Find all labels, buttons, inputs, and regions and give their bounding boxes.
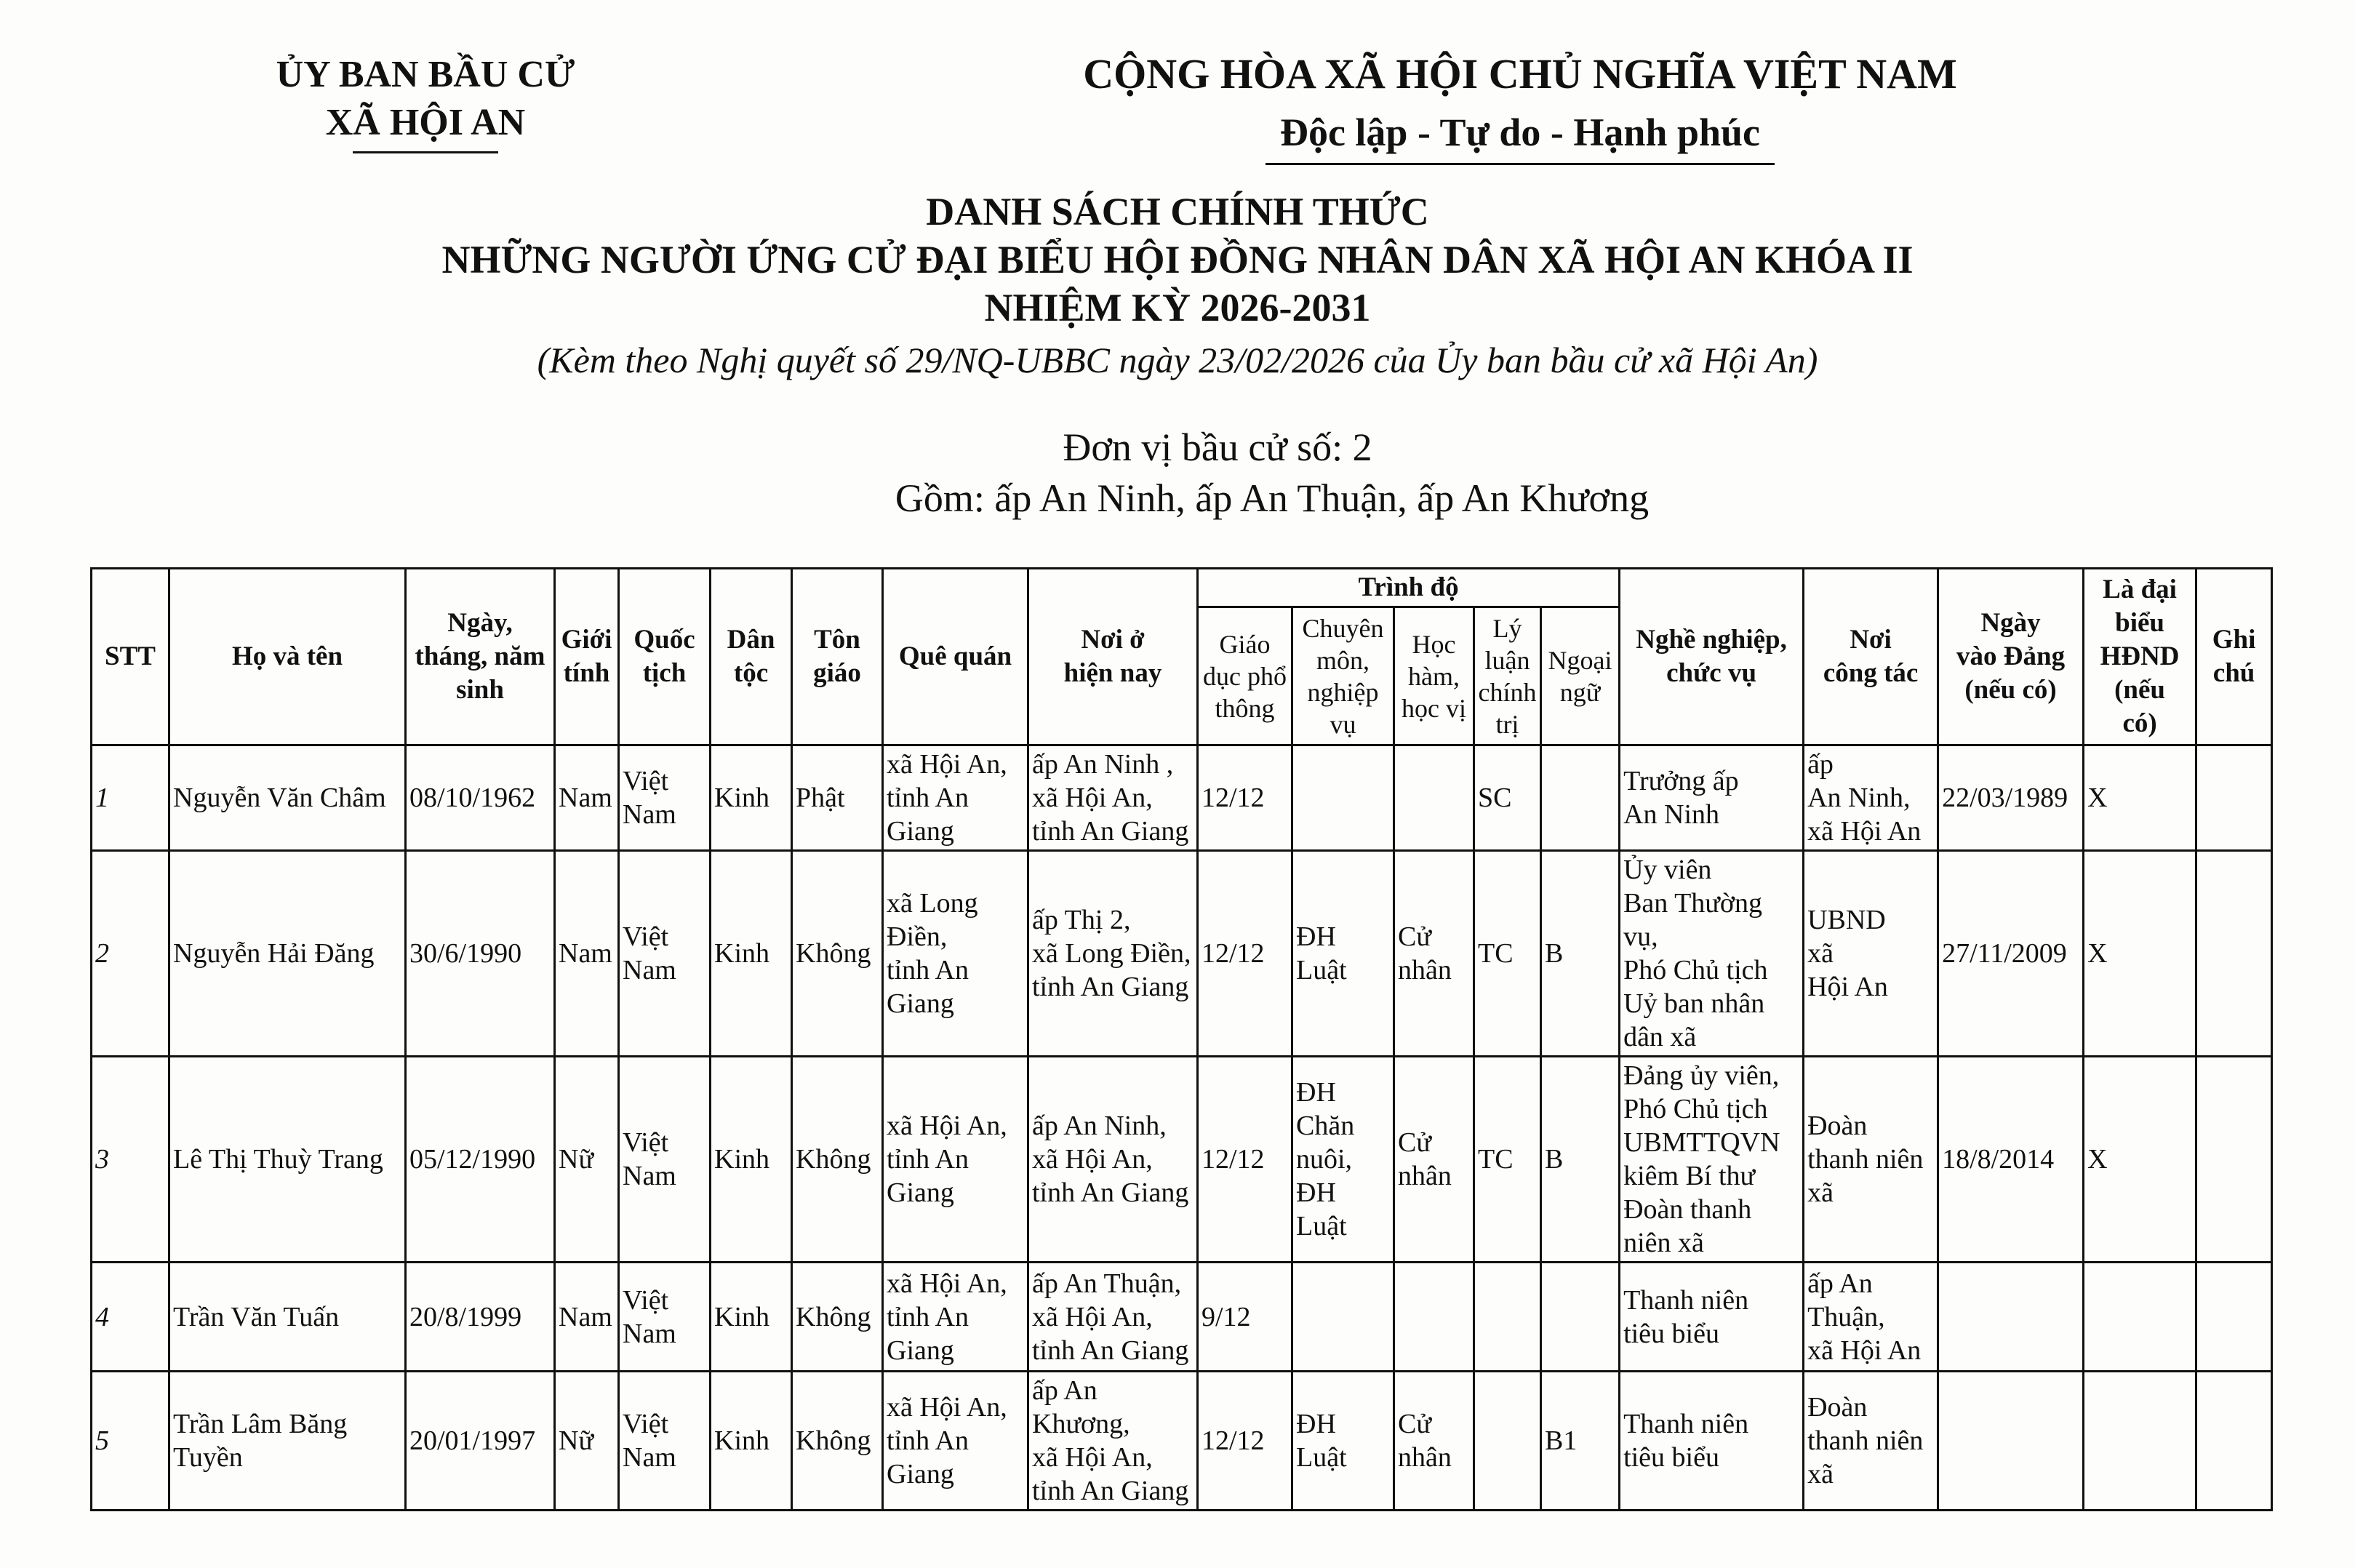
cell-residence: ấp An Khương, xã Hội An, tỉnh An Giang	[1028, 1372, 1198, 1511]
cell-stt: 5	[92, 1372, 169, 1511]
cell-ethnicity: Kinh	[711, 851, 792, 1057]
cell-general-education: 9/12	[1198, 1263, 1292, 1372]
cell-nationality: Việt Nam	[619, 1263, 711, 1372]
cell-dob: 30/6/1990	[406, 851, 555, 1057]
cell-party-date: 27/11/2009	[1938, 851, 2084, 1057]
cell-specialty: ĐH Chăn nuôi, ĐH Luật	[1292, 1057, 1394, 1263]
header-education-group: Trình độ	[1198, 569, 1620, 607]
cell-specialty	[1292, 745, 1394, 851]
table-row	[92, 745, 2272, 851]
header-stt: STT	[92, 569, 169, 745]
cell-workplace: Đoàn thanh niên xã	[1804, 1372, 1938, 1511]
cell-general-education: 12/12	[1198, 1372, 1292, 1511]
table-row	[92, 1263, 2272, 1372]
header-dob: Ngày, tháng, năm sinh	[406, 569, 555, 745]
cell-dob: 20/01/1997	[406, 1372, 555, 1511]
header-political-theory: Lý luận chính trị	[1474, 607, 1541, 745]
cell-hometown: xã Hội An, tỉnh An Giang	[883, 1263, 1028, 1372]
header-occupation: Nghề nghiệp, chức vụ	[1620, 569, 1804, 745]
cell-specialty: ĐH Luật	[1292, 851, 1394, 1057]
cell-occupation: Đảng ủy viên, Phó Chủ tịch UBMTTQVN kiêm Bí thư Đoàn thanh niên xã	[1620, 1057, 1804, 1263]
cell-ethnicity: Kinh	[711, 745, 792, 851]
cell-occupation: Thanh niên tiêu biểu	[1620, 1263, 1804, 1372]
candidate-table	[90, 567, 2273, 1511]
table-header-row	[92, 569, 2272, 607]
cell-religion: Không	[792, 1372, 883, 1511]
cell-specialty	[1292, 1263, 1394, 1372]
cell-stt: 4	[92, 1263, 169, 1372]
cell-foreign-language: B1	[1541, 1372, 1620, 1511]
cell-religion: Không	[792, 851, 883, 1057]
header-religion: Tôn giáo	[792, 569, 883, 745]
cell-religion: Không	[792, 1057, 883, 1263]
national-motto: Độc lập - Tự do - Hạnh phúc	[1279, 111, 1761, 154]
cell-party-date	[1938, 1263, 2084, 1372]
cell-occupation: Ủy viên Ban Thường vụ, Phó Chủ tịch Uỷ ban nhân dân xã	[1620, 851, 1804, 1057]
authority-commune: XÃ HỘI AN	[325, 102, 526, 143]
header-hometown: Quê quán	[883, 569, 1028, 745]
cell-note	[2196, 1372, 2272, 1511]
table-row	[92, 851, 2272, 1057]
cell-stt: 1	[92, 745, 169, 851]
cell-is-delegate: X	[2084, 745, 2196, 851]
header-name: Họ và tên	[169, 569, 406, 745]
header-ethnicity: Dân tộc	[711, 569, 792, 745]
cell-ethnicity: Kinh	[711, 1263, 792, 1372]
cell-nationality: Việt Nam	[619, 1372, 711, 1511]
cell-foreign-language	[1541, 1263, 1620, 1372]
cell-hometown: xã Long Điền, tỉnh An Giang	[883, 851, 1028, 1057]
cell-gender: Nam	[555, 851, 619, 1057]
cell-political-theory: SC	[1474, 745, 1541, 851]
table-row	[92, 1372, 2272, 1511]
cell-name: Nguyễn Văn Châm	[169, 745, 406, 851]
cell-party-date	[1938, 1372, 2084, 1511]
header-party-date: Ngày vào Đảng (nếu có)	[1938, 569, 2084, 745]
header-nationality: Quốc tịch	[619, 569, 711, 745]
document-title-block	[0, 188, 2355, 388]
cell-workplace: Đoàn thanh niên xã	[1804, 1057, 1938, 1263]
cell-name: Lê Thị Thuỳ Trang	[169, 1057, 406, 1263]
authority-name: ỦY BAN BẦU CỬ	[276, 54, 575, 95]
cell-note	[2196, 1263, 2272, 1372]
national-header	[1011, 45, 2029, 165]
cell-foreign-language: B	[1541, 1057, 1620, 1263]
cell-nationality: Việt Nam	[619, 745, 711, 851]
cell-note	[2196, 851, 2272, 1057]
cell-occupation: Trưởng ấp An Ninh	[1620, 745, 1804, 851]
document-title: DANH SÁCH CHÍNH THỨC	[926, 190, 1429, 233]
cell-residence: ấp An Ninh , xã Hội An, tỉnh An Giang	[1028, 745, 1198, 851]
cell-workplace: ấp An Thuận, xã Hội An	[1804, 1263, 1938, 1372]
cell-residence: ấp An Ninh, xã Hội An, tỉnh An Giang	[1028, 1057, 1198, 1263]
header-degree: Học hàm, học vị	[1394, 607, 1474, 745]
document-subtitle: (Kèm theo Nghị quyết số 29/NQ-UBBC ngày 23/02/2026 của Ủy ban bầu cử xã Hội An)	[537, 340, 1818, 380]
cell-note	[2196, 745, 2272, 851]
cell-gender: Nam	[555, 745, 619, 851]
cell-hometown: xã Hội An, tỉnh An Giang	[883, 745, 1028, 851]
issuing-authority	[222, 51, 629, 153]
header-specialty: Chuyên môn, nghiệp vụ	[1292, 607, 1394, 745]
cell-name: Trần Lâm Băng Tuyền	[169, 1372, 406, 1511]
cell-ethnicity: Kinh	[711, 1057, 792, 1263]
cell-workplace: ấp An Ninh, xã Hội An	[1804, 745, 1938, 851]
cell-dob: 08/10/1962	[406, 745, 555, 851]
electoral-unit-number: Đơn vị bầu cử số: 2	[1063, 425, 1372, 469]
header-gender: Giới tính	[555, 569, 619, 745]
cell-occupation: Thanh niên tiêu biểu	[1620, 1372, 1804, 1511]
electoral-unit	[0, 422, 2355, 524]
header-note: Ghi chú	[2196, 569, 2272, 745]
cell-party-date: 22/03/1989	[1938, 745, 2084, 851]
cell-degree	[1394, 745, 1474, 851]
cell-degree	[1394, 1263, 1474, 1372]
cell-religion: Phật	[792, 745, 883, 851]
cell-residence: ấp An Thuận, xã Hội An, tỉnh An Giang	[1028, 1263, 1198, 1372]
cell-gender: Nữ	[555, 1057, 619, 1263]
cell-stt: 3	[92, 1057, 169, 1263]
document-term: NHIỆM KỲ 2026-2031	[984, 286, 1371, 329]
cell-specialty: ĐH Luật	[1292, 1372, 1394, 1511]
cell-dob: 05/12/1990	[406, 1057, 555, 1263]
motto-underline	[1266, 163, 1775, 165]
cell-general-education: 12/12	[1198, 745, 1292, 851]
cell-name: Nguyễn Hải Đăng	[169, 851, 406, 1057]
cell-is-delegate	[2084, 1372, 2196, 1511]
cell-nationality: Việt Nam	[619, 851, 711, 1057]
cell-dob: 20/8/1999	[406, 1263, 555, 1372]
cell-hometown: xã Hội An, tỉnh An Giang	[883, 1372, 1028, 1511]
cell-ethnicity: Kinh	[711, 1372, 792, 1511]
cell-is-delegate	[2084, 1263, 2196, 1372]
cell-is-delegate: X	[2084, 851, 2196, 1057]
cell-party-date: 18/8/2014	[1938, 1057, 2084, 1263]
cell-note	[2196, 1057, 2272, 1263]
header-general-education: Giáo dục phổ thông	[1198, 607, 1292, 745]
cell-religion: Không	[792, 1263, 883, 1372]
cell-stt: 2	[92, 851, 169, 1057]
cell-degree: Cử nhân	[1394, 851, 1474, 1057]
table-row	[92, 1057, 2272, 1263]
cell-gender: Nam	[555, 1263, 619, 1372]
cell-political-theory: TC	[1474, 1057, 1541, 1263]
cell-general-education: 12/12	[1198, 1057, 1292, 1263]
national-name: CỘNG HÒA XÃ HỘI CHỦ NGHĨA VIỆT NAM	[1083, 50, 1957, 97]
authority-underline	[353, 151, 498, 153]
cell-degree: Cử nhân	[1394, 1057, 1474, 1263]
cell-hometown: xã Hội An, tỉnh An Giang	[883, 1057, 1028, 1263]
cell-foreign-language	[1541, 745, 1620, 851]
cell-degree: Cử nhân	[1394, 1372, 1474, 1511]
cell-political-theory	[1474, 1372, 1541, 1511]
cell-political-theory	[1474, 1263, 1541, 1372]
cell-workplace: UBND xã Hội An	[1804, 851, 1938, 1057]
cell-name: Trần Văn Tuấn	[169, 1263, 406, 1372]
header-is-delegate: Là đại biểu HĐND (nếu có)	[2084, 569, 2196, 745]
cell-residence: ấp Thị 2, xã Long Điền, tỉnh An Giang	[1028, 851, 1198, 1057]
header-foreign-language: Ngoại ngữ	[1541, 607, 1620, 745]
header-workplace: Nơi công tác	[1804, 569, 1938, 745]
document-title-line2: NHỮNG NGƯỜI ỨNG CỬ ĐẠI BIỂU HỘI ĐỒNG NHÂN DÂN XÃ HỘI AN KHÓA II	[441, 238, 1914, 281]
cell-is-delegate: X	[2084, 1057, 2196, 1263]
cell-general-education: 12/12	[1198, 851, 1292, 1057]
cell-foreign-language: B	[1541, 851, 1620, 1057]
header-residence: Nơi ở hiện nay	[1028, 569, 1198, 745]
electoral-unit-hamlets: Gồm: ấp An Ninh, ấp An Thuận, ấp An Khương	[895, 476, 1650, 520]
cell-political-theory: TC	[1474, 851, 1541, 1057]
cell-gender: Nữ	[555, 1372, 619, 1511]
cell-nationality: Việt Nam	[619, 1057, 711, 1263]
